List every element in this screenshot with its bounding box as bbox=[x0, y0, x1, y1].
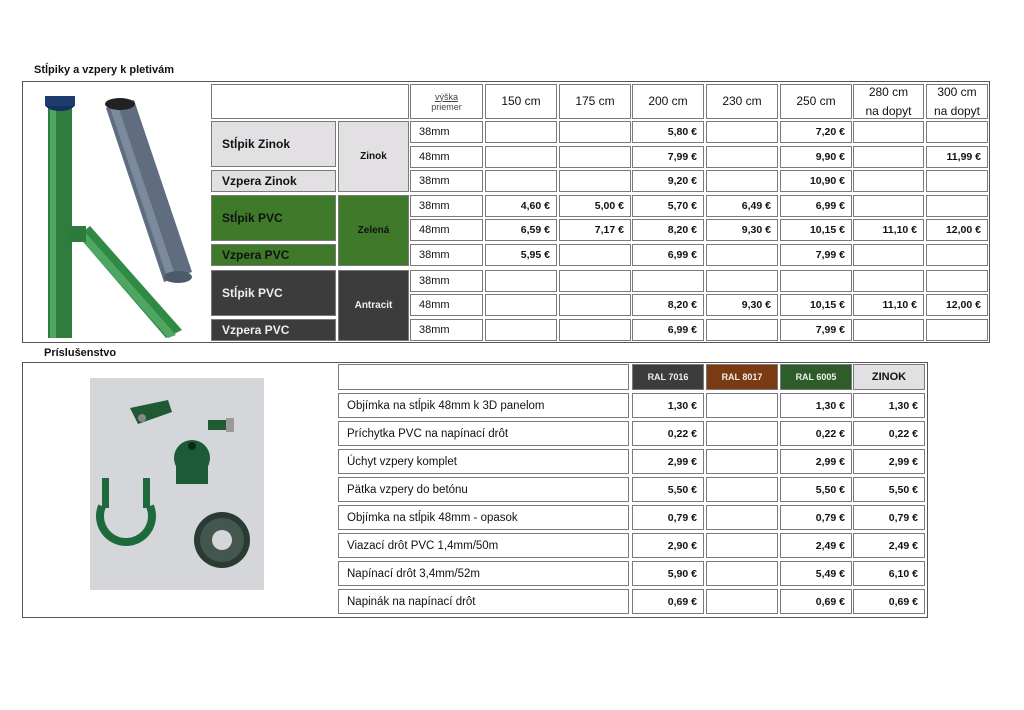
height-label: výška bbox=[434, 91, 458, 102]
price-cell: 9,20 € bbox=[632, 170, 704, 192]
price-cell: 7,99 € bbox=[632, 146, 704, 168]
price-cell: 6,99 € bbox=[780, 195, 852, 217]
price-cell bbox=[853, 121, 924, 143]
price-cell: 5,80 € bbox=[632, 121, 704, 143]
accessory-price bbox=[706, 393, 778, 418]
price-cell bbox=[926, 244, 988, 266]
price-cell: 8,20 € bbox=[632, 219, 704, 241]
price-cell bbox=[559, 170, 631, 192]
column-header: 280 cm na dopyt bbox=[853, 84, 924, 119]
diameter-cell: 38mm bbox=[410, 195, 483, 217]
price-cell bbox=[780, 270, 852, 292]
price-cell: 7,99 € bbox=[780, 244, 852, 266]
column-header: 150 cm bbox=[485, 84, 557, 119]
price-cell bbox=[706, 170, 778, 192]
price-cell: 6,49 € bbox=[706, 195, 778, 217]
price-cell: 6,99 € bbox=[632, 319, 704, 341]
accessory-price: 2,99 € bbox=[780, 449, 852, 474]
accessory-price: 0,69 € bbox=[853, 589, 925, 614]
column-header: 175 cm bbox=[559, 84, 631, 119]
price-cell: 11,10 € bbox=[853, 219, 924, 241]
product-label: Stĺpik PVC bbox=[211, 195, 336, 241]
color-column-header: RAL 7016 bbox=[632, 364, 704, 390]
price-cell bbox=[706, 121, 778, 143]
price-cell: 10,15 € bbox=[780, 219, 852, 241]
accessory-header-blank bbox=[338, 364, 629, 390]
accessory-price: 0,79 € bbox=[780, 505, 852, 530]
price-cell bbox=[485, 294, 557, 316]
price-cell bbox=[853, 244, 924, 266]
diameter-cell: 38mm bbox=[410, 244, 483, 266]
price-cell: 5,95 € bbox=[485, 244, 557, 266]
price-cell bbox=[706, 244, 778, 266]
diameter-cell: 48mm bbox=[410, 294, 483, 316]
accessory-name: Objímka na stĺpik 48mm - opasok bbox=[338, 505, 629, 530]
diameter-cell: 38mm bbox=[410, 270, 483, 292]
accessory-price: 0,22 € bbox=[780, 421, 852, 446]
accessory-name: Napinák na napínací drôt bbox=[338, 589, 629, 614]
accessory-name: Viazací drôt PVC 1,4mm/50m bbox=[338, 533, 629, 558]
price-cell: 11,99 € bbox=[926, 146, 988, 168]
price-cell bbox=[926, 170, 988, 192]
product-label: Vzpera PVC bbox=[211, 244, 336, 266]
column-header: 230 cm bbox=[706, 84, 778, 119]
accessory-price: 2,90 € bbox=[632, 533, 704, 558]
price-cell: 7,17 € bbox=[559, 219, 631, 241]
group-label: Zelená bbox=[338, 195, 409, 266]
accessory-price bbox=[706, 533, 778, 558]
price-cell: 9,90 € bbox=[780, 146, 852, 168]
price-cell bbox=[853, 319, 924, 341]
diameter-cell: 38mm bbox=[410, 170, 483, 192]
price-cell bbox=[485, 270, 557, 292]
posts-photo bbox=[26, 84, 209, 338]
accessory-name: Napínací drôt 3,4mm/52m bbox=[338, 561, 629, 586]
price-cell bbox=[485, 319, 557, 341]
price-cell: 4,60 € bbox=[485, 195, 557, 217]
price-cell bbox=[559, 294, 631, 316]
price-cell: 9,30 € bbox=[706, 294, 778, 316]
accessory-price: 0,79 € bbox=[853, 505, 925, 530]
column-header: 300 cm na dopyt bbox=[926, 84, 988, 119]
price-cell bbox=[926, 270, 988, 292]
accessory-price: 5,49 € bbox=[780, 561, 852, 586]
accessory-price bbox=[706, 449, 778, 474]
price-cell: 6,99 € bbox=[632, 244, 704, 266]
price-cell bbox=[926, 121, 988, 143]
price-cell bbox=[853, 195, 924, 217]
accessory-price: 6,10 € bbox=[853, 561, 925, 586]
price-cell bbox=[485, 146, 557, 168]
product-label: Stĺpik Zinok bbox=[211, 121, 336, 167]
price-cell: 7,99 € bbox=[780, 319, 852, 341]
price-cell bbox=[706, 146, 778, 168]
accessory-price: 0,69 € bbox=[632, 589, 704, 614]
accessory-name: Príchytka PVC na napínací drôt bbox=[338, 421, 629, 446]
diameter-cell: 38mm bbox=[410, 121, 483, 143]
product-label: Vzpera Zinok bbox=[211, 170, 336, 192]
accessory-price: 1,30 € bbox=[632, 393, 704, 418]
price-cell: 6,59 € bbox=[485, 219, 557, 241]
accessory-price: 5,50 € bbox=[853, 477, 925, 502]
accessory-price: 2,49 € bbox=[780, 533, 852, 558]
color-column-header: RAL 6005 bbox=[780, 364, 852, 390]
price-cell: 10,90 € bbox=[780, 170, 852, 192]
price-cell bbox=[485, 121, 557, 143]
product-label: Vzpera PVC bbox=[211, 319, 336, 341]
price-cell bbox=[926, 319, 988, 341]
accessory-price: 5,50 € bbox=[632, 477, 704, 502]
price-cell bbox=[853, 270, 924, 292]
price-cell: 9,30 € bbox=[706, 219, 778, 241]
accessory-price bbox=[706, 505, 778, 530]
accessories-photo bbox=[90, 378, 264, 590]
price-cell bbox=[559, 319, 631, 341]
price-cell: 12,00 € bbox=[926, 294, 988, 316]
diameter-cell: 48mm bbox=[410, 219, 483, 241]
price-cell: 11,10 € bbox=[853, 294, 924, 316]
column-header: 250 cm bbox=[780, 84, 852, 119]
accessory-name: Úchyt vzpery komplet bbox=[338, 449, 629, 474]
accessory-price bbox=[706, 561, 778, 586]
price-cell bbox=[485, 170, 557, 192]
diameter-label: priemer bbox=[431, 101, 462, 112]
header-blank bbox=[211, 84, 409, 119]
accessory-price: 5,90 € bbox=[632, 561, 704, 586]
price-cell bbox=[559, 146, 631, 168]
accessory-price: 2,99 € bbox=[632, 449, 704, 474]
accessory-price: 1,30 € bbox=[853, 393, 925, 418]
price-cell: 7,20 € bbox=[780, 121, 852, 143]
price-cell bbox=[559, 270, 631, 292]
price-cell: 12,00 € bbox=[926, 219, 988, 241]
accessory-price: 0,69 € bbox=[780, 589, 852, 614]
price-cell bbox=[706, 270, 778, 292]
price-cell bbox=[559, 121, 631, 143]
accessory-name: Pätka vzpery do betónu bbox=[338, 477, 629, 502]
section-title-posts: Stĺpiky a vzpery k pletivám bbox=[34, 64, 175, 76]
product-label: Stĺpik PVC bbox=[211, 270, 336, 316]
accessory-price bbox=[706, 477, 778, 502]
group-label: Zinok bbox=[338, 121, 409, 192]
price-cell bbox=[632, 270, 704, 292]
accessory-price: 2,99 € bbox=[853, 449, 925, 474]
section-title-accessories: Príslušenstvo bbox=[44, 347, 117, 359]
price-cell bbox=[926, 195, 988, 217]
accessory-price: 5,50 € bbox=[780, 477, 852, 502]
group-label: Antracit bbox=[338, 270, 409, 341]
accessory-price: 2,49 € bbox=[853, 533, 925, 558]
accessory-price bbox=[706, 589, 778, 614]
header-height-diameter bbox=[410, 84, 483, 119]
column-header: 200 cm bbox=[632, 84, 704, 119]
accessory-price: 0,79 € bbox=[632, 505, 704, 530]
accessory-name: Objímka na stĺpik 48mm k 3D panelom bbox=[338, 393, 629, 418]
accessory-price: 1,30 € bbox=[780, 393, 852, 418]
price-cell: 5,00 € bbox=[559, 195, 631, 217]
diameter-cell: 48mm bbox=[410, 146, 483, 168]
price-cell: 8,20 € bbox=[632, 294, 704, 316]
diameter-cell: 38mm bbox=[410, 319, 483, 341]
price-cell: 10,15 € bbox=[780, 294, 852, 316]
color-column-header: RAL 8017 bbox=[706, 364, 778, 390]
accessory-price: 0,22 € bbox=[853, 421, 925, 446]
accessory-price bbox=[706, 421, 778, 446]
color-column-header: ZINOK bbox=[853, 364, 925, 390]
accessory-price: 0,22 € bbox=[632, 421, 704, 446]
price-cell bbox=[559, 244, 631, 266]
price-cell bbox=[706, 319, 778, 341]
price-cell: 5,70 € bbox=[632, 195, 704, 217]
price-cell bbox=[853, 170, 924, 192]
price-cell bbox=[853, 146, 924, 168]
